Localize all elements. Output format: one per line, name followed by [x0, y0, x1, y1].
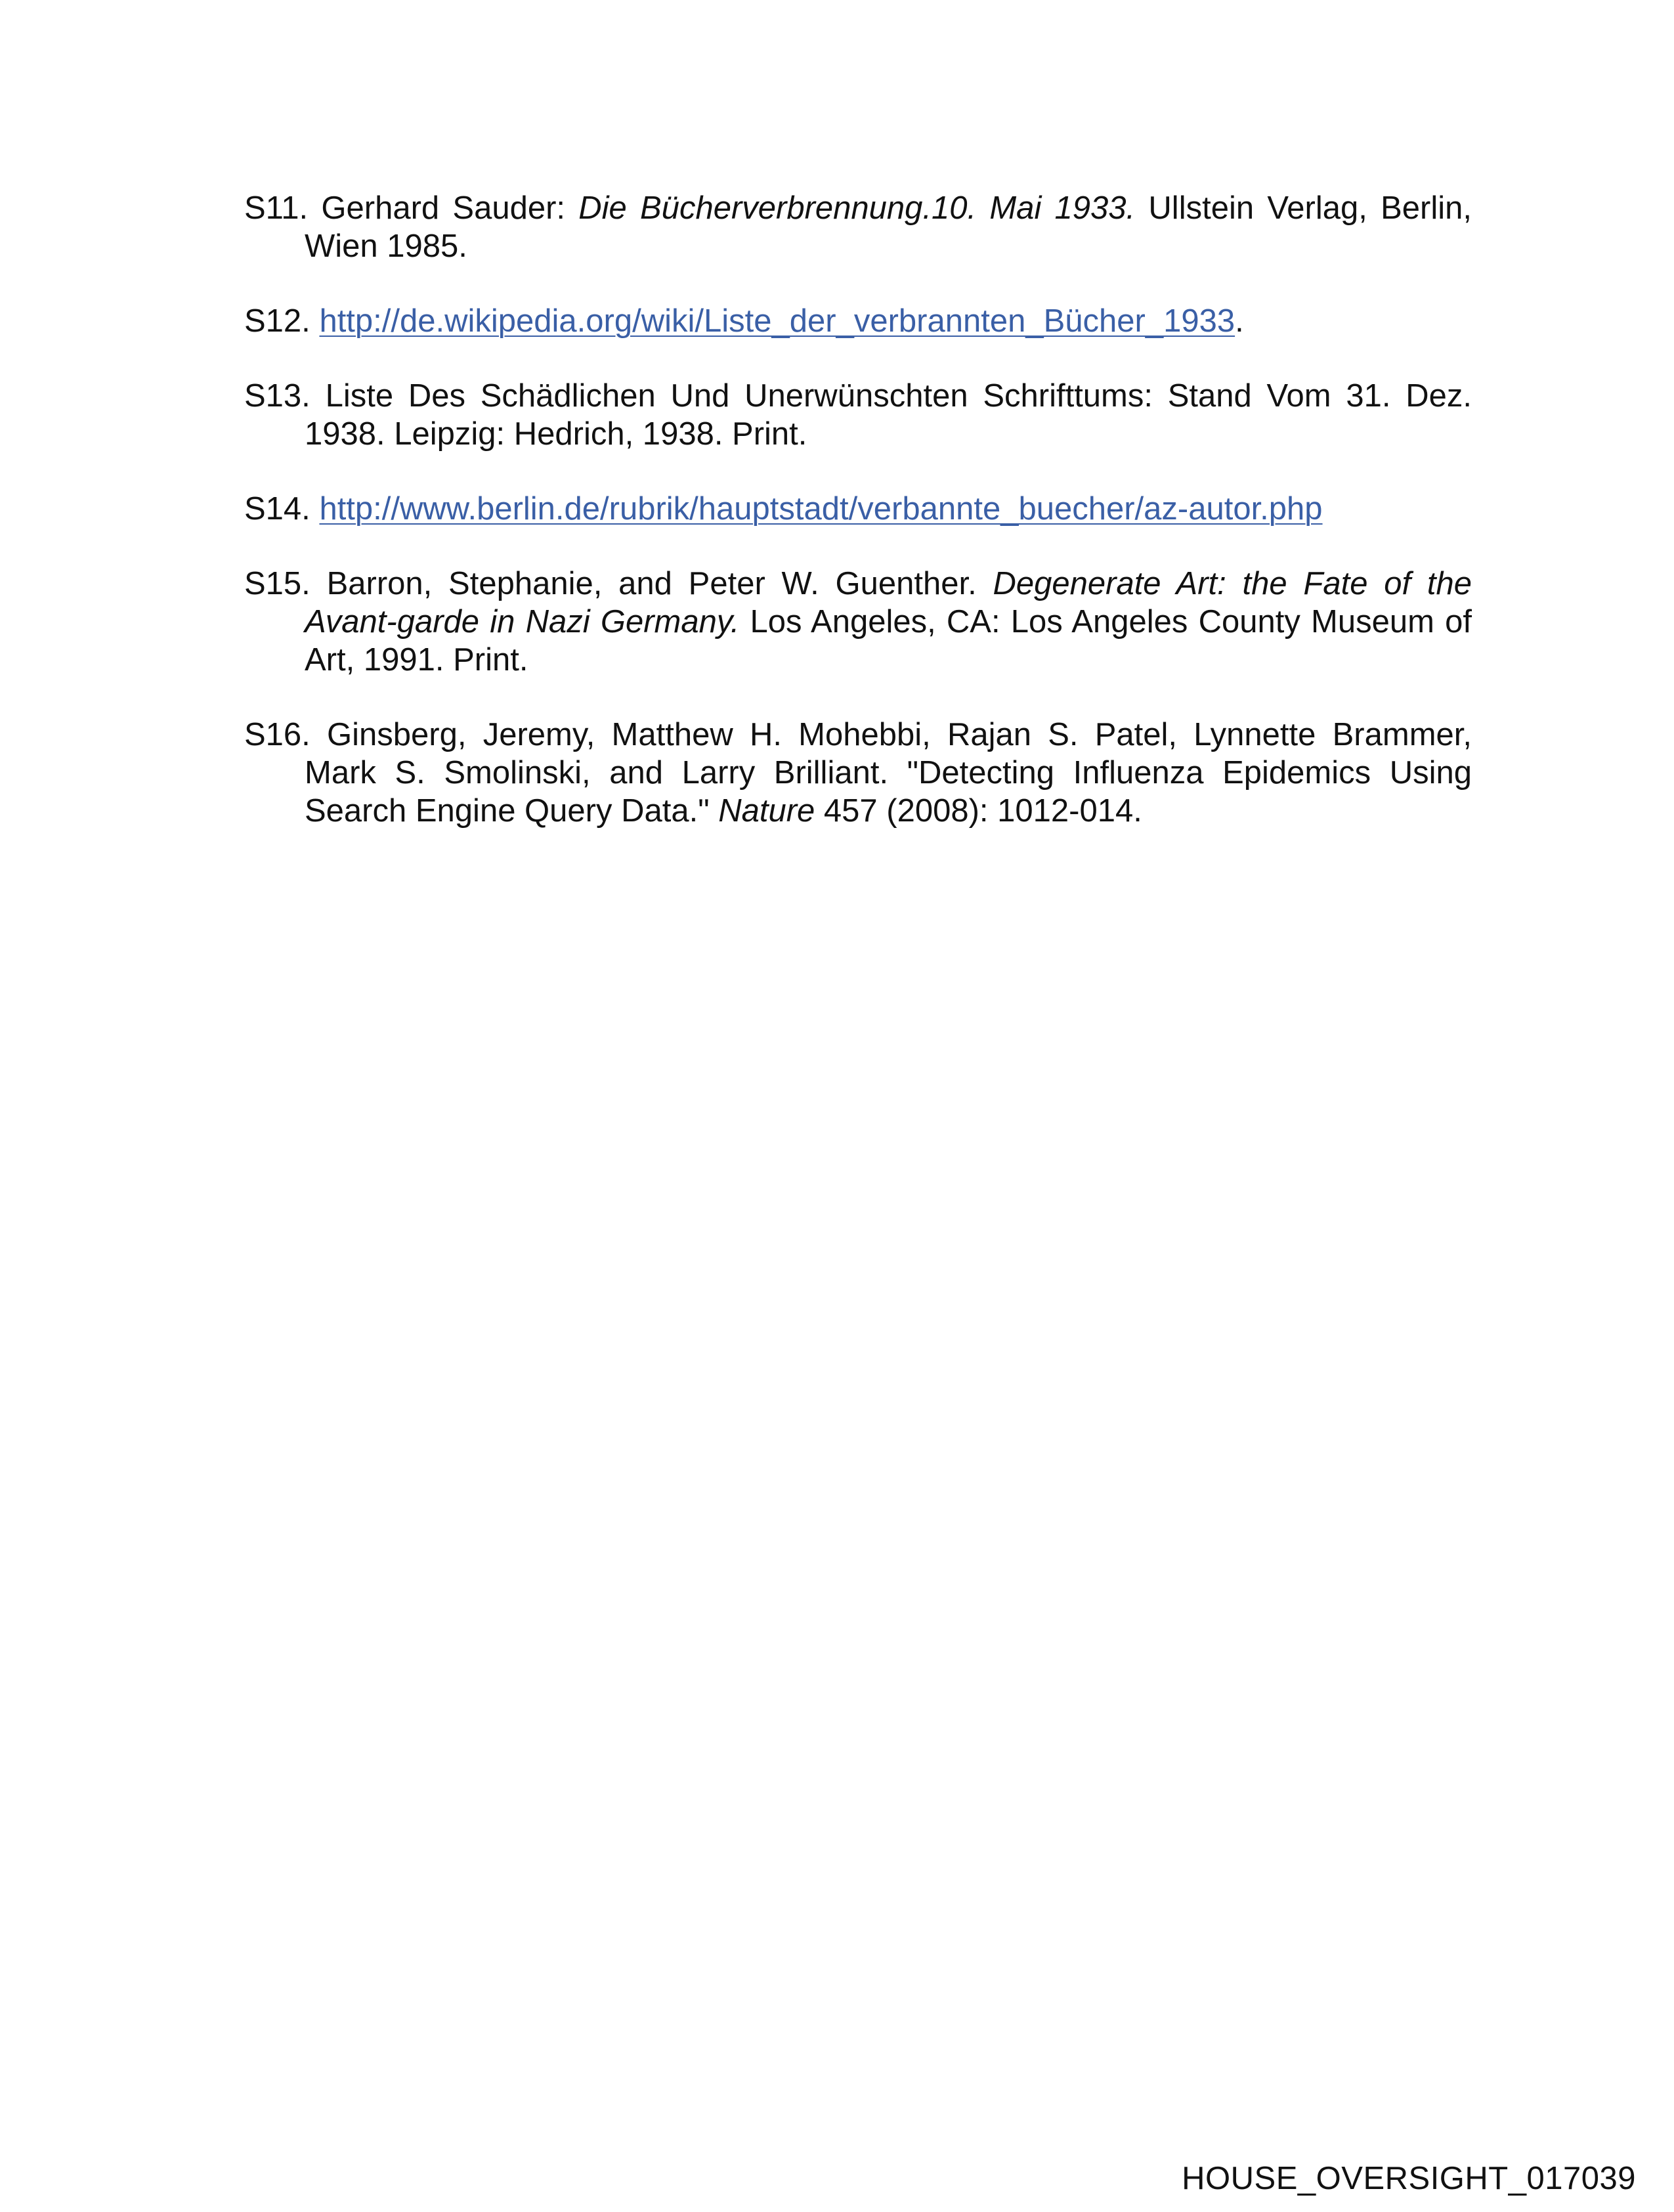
reference-link[interactable]: http://de.wikipedia.org/wiki/Liste_der_verbrannten_Bücher_1933: [319, 303, 1235, 339]
reference-text: Los Angeles, CA: Los Angeles County Museum of Art, 1991. Print.: [305, 604, 1472, 678]
reference-text: Ullstein Verlag, Berlin, Wien 1985.: [305, 190, 1472, 264]
reference-text: Liste Des Schädlichen Und Unerwünschten Schrifttums: Stand Vom 31. Dez. 1938. Leipzig: Hedrich, 1938. Print.: [305, 378, 1472, 452]
reference-item: [244, 302, 1472, 340]
reference-text: Ginsberg, Jeremy, Matthew H. Mohebbi, Rajan S. Patel, Lynnette Brammer, Mark S. Smolinski, and Larry Brilliant. "Detecting Influenza Epidemics Using Search Engine Query Data.": [305, 717, 1472, 829]
reference-list: [244, 189, 1472, 867]
reference-text: Gerhard Sauder:: [321, 190, 579, 226]
reference-text: 457 (2008): 1012-014.: [815, 793, 1142, 829]
reference-number: S14.: [244, 491, 311, 527]
reference-title: Die Bücherverbrennung.10. Mai 1933.: [578, 190, 1136, 226]
reference-link[interactable]: http://www.berlin.de/rubrik/hauptstadt/verbannte_buecher/az-autor.php: [319, 491, 1323, 527]
reference-item: [244, 716, 1472, 830]
reference-item: [244, 490, 1472, 528]
reference-number: S13.: [244, 378, 311, 414]
reference-number: S11.: [244, 190, 309, 226]
reference-title: Degenerate Art: the Fate of the Avant-garde in Nazi Germany.: [305, 566, 1472, 640]
reference-number: S16.: [244, 717, 311, 752]
reference-text: Barron, Stephanie, and Peter W. Guenther.: [326, 566, 993, 601]
reference-item: [244, 189, 1472, 265]
reference-text: .: [1235, 303, 1244, 339]
reference-journal: Nature: [718, 793, 815, 829]
reference-item: [244, 377, 1472, 453]
document-id: HOUSE_OVERSIGHT_017039: [1182, 2161, 1636, 2196]
reference-item: [244, 565, 1472, 679]
reference-number: S12.: [244, 303, 311, 339]
reference-number: S15.: [244, 566, 311, 601]
